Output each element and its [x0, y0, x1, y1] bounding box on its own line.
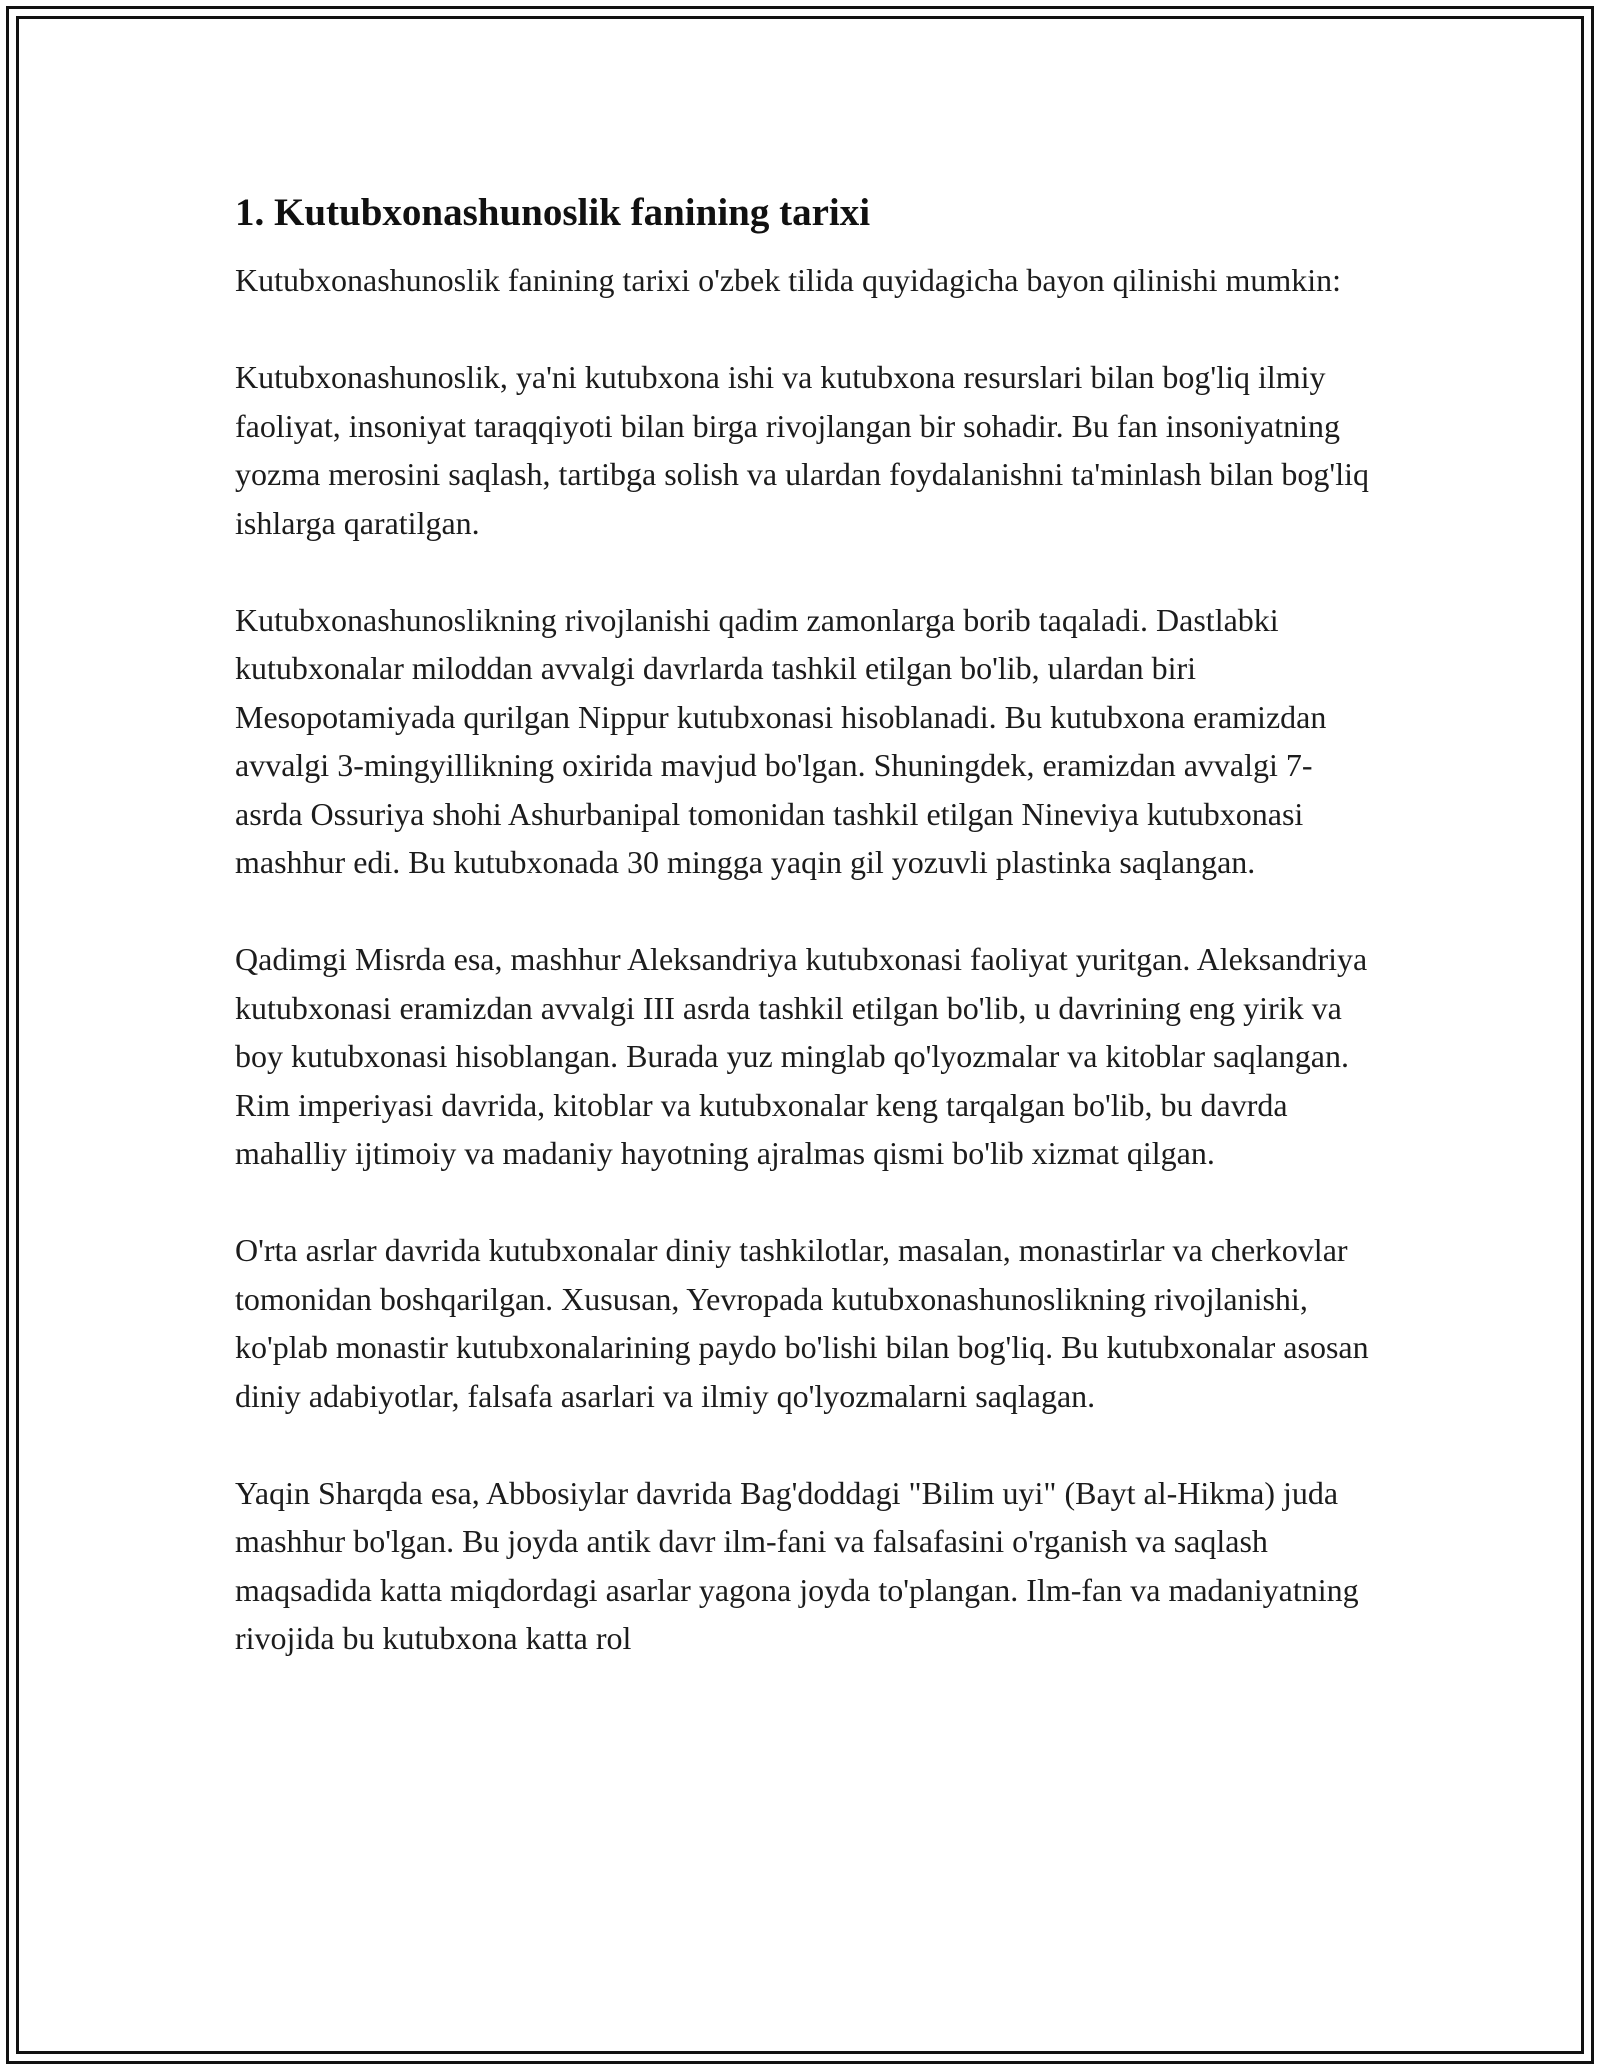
section-title: 1. Kutubxonashunoslik fanining tarixi — [235, 191, 871, 234]
paragraph-near-east: Yaqin Sharqda esa, Abbosiylar davrida Bag'doddagi "Bilim uyi" (Bayt al-Hikma) juda mashhur bo'lgan. Bu joyda antik davr ilm-fani va falsafasini o'rganish va saqlash maqsadida katta miqdordagi asarlar yagona joyda to'plangan. Ilm-fan va madaniyatning rivojida bu kutubxona katta rol — [235, 1474, 1359, 1656]
paragraph-intro: Kutubxonashunoslik fanining tarixi o'zbek tilida quyidagicha bayon qilinishi mumkin: — [235, 262, 1342, 298]
paragraph-middle-ages: O'rta asrlar davrida kutubxonalar diniy tashkilotlar, masalan, monastirlar va cherkovlar tomonidan boshqarilgan. Xususan, Yevropada kutubxonashunoslikning rivojlanishi, ko'plab monastir kutubxonalarining paydo bo'lishi bilan bog'liq. Bu kutubxonalar asosan diniy adabiyotlar, falsafa asarlari va ilmiy qo'lyozmalarni saqlagan. — [235, 1232, 1369, 1414]
paragraph-ancient-origins: Kutubxonashunoslikning rivojlanishi qadim zamonlarga borib taqaladi. Dastlabki kutubxonalar miloddan avvalgi davrlarda tashkil etilgan bo'lib, ulardan biri Mesopotamiyada qurilgan Nippur kutubxonasi hisoblanadi. Bu kutubxona eramizdan avvalgi 3-mingyillikning oxirida mavjud bo'lgan. Shuningdek, eramizdan avvalgi 7-asrda Ossuriya shohi Ashurbanipal tomonidan tashkil etilgan Nineviya kutubxonasi mashhur edi. Bu kutubxonada 30 mingga yaqin gil yozuvli plastinka saqlangan. — [235, 601, 1327, 880]
paragraph-definition: Kutubxonashunoslik, ya'ni kutubxona ishi va kutubxona resurslari bilan bog'liq ilmiy faoliyat, insoniyat taraqqiyoti bilan birga rivojlangan bir sohadir. Bu fan insoniyatning yozma merosini saqlash, tartibga solish va ulardan foydalanishni ta'minlash bilan bog'liq ishlarga qaratilgan. — [235, 359, 1369, 541]
paragraph-ancient-egypt: Qadimgi Misrda esa, mashhur Aleksandriya kutubxonasi faoliyat yuritgan. Aleksandriya kutubxonasi eramizdan avvalgi III asrda tashkil etilgan bo'lib, u davrining eng yirik va boy kutubxonasi hisoblangan. Burada yuz minglab qo'lyozmalar va kitoblar saqlangan. Rim imperiyasi davrida, kitoblar va kutubxonalar keng tarqalgan bo'lib, bu davrda mahalliy ijtimoiy va madaniy hayotning ajralmas qismi bo'lib xizmat qilgan. — [235, 941, 1368, 1171]
document-body — [235, 184, 1370, 1711]
